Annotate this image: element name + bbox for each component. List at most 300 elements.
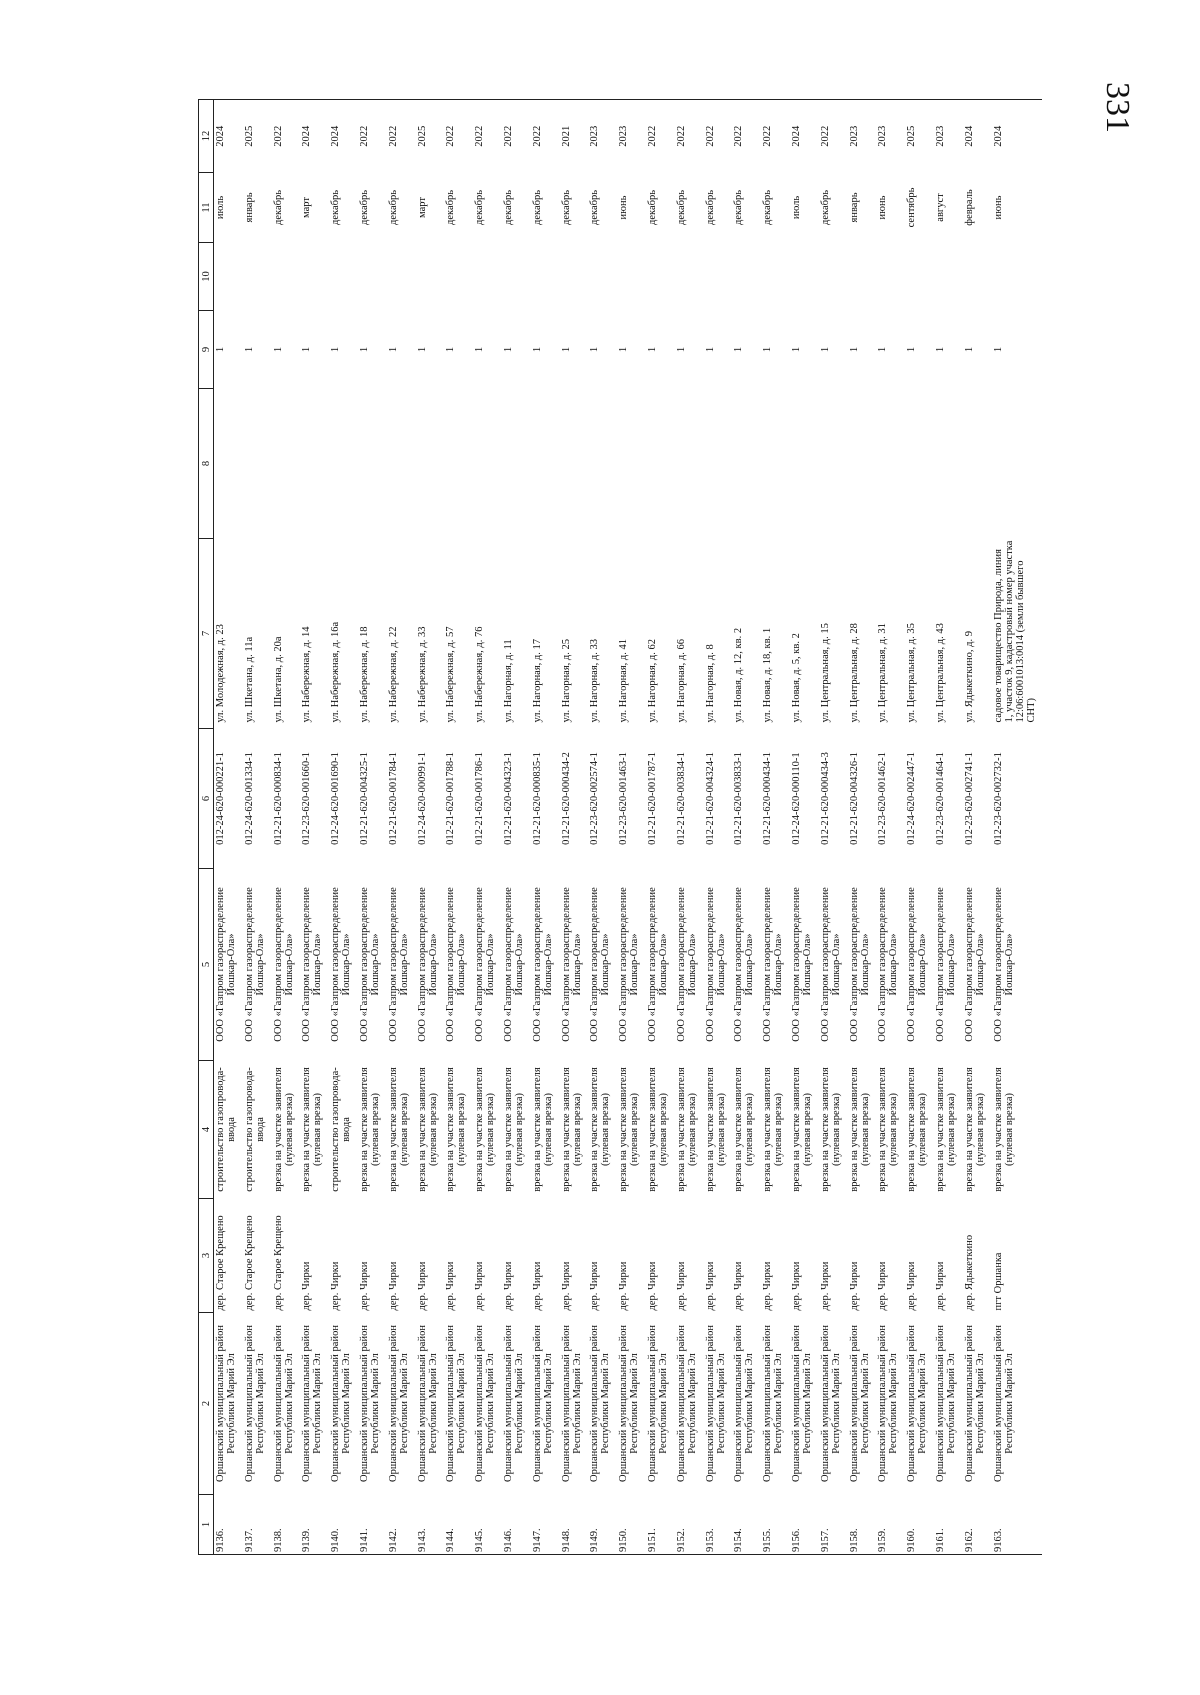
code-cell: 012-23-620-001463-1 bbox=[618, 752, 630, 845]
address-cell: ул. Набережная, д. 22 bbox=[387, 626, 399, 723]
row-number: 9138. bbox=[272, 1495, 301, 1555]
year-cell: 2024 bbox=[790, 100, 819, 173]
code-cell: 012-21-620-001787-1 bbox=[646, 752, 658, 845]
work-type-cell: врезка на участке заявителя (нулевая врезка) bbox=[387, 1067, 410, 1192]
row-number: 9163. bbox=[992, 1495, 1042, 1555]
col10-cell bbox=[473, 243, 502, 311]
col8-cell bbox=[934, 389, 963, 539]
year-cell: 2022 bbox=[531, 100, 560, 173]
month-cell: декабрь bbox=[819, 190, 831, 225]
quantity-cell: 1 bbox=[790, 346, 802, 353]
col-header-9: 9 bbox=[199, 311, 214, 389]
row-number: 9148. bbox=[560, 1495, 589, 1555]
table-row bbox=[704, 100, 733, 1555]
header-row bbox=[199, 100, 214, 1555]
year-cell: 2022 bbox=[675, 100, 704, 173]
code-cell: 012-21-620-000434-2 bbox=[560, 752, 572, 845]
row-number: 9151. bbox=[646, 1495, 675, 1555]
table-row bbox=[473, 100, 502, 1555]
work-type-cell: врезка на участке заявителя (нулевая врезка) bbox=[646, 1067, 669, 1192]
col10-cell bbox=[848, 243, 877, 311]
table-row bbox=[905, 100, 934, 1555]
organization-cell: ООО «Газпром газораспределение Йошкар-Ола» bbox=[387, 887, 410, 1042]
year-cell: 2023 bbox=[876, 100, 905, 173]
row-number: 9158. bbox=[848, 1495, 877, 1555]
row-number: 9156. bbox=[790, 1495, 819, 1555]
work-type-cell: врезка на участке заявителя (нулевая врезка) bbox=[445, 1067, 468, 1192]
code-cell: 012-24-620-000110-1 bbox=[790, 752, 802, 845]
district-cell: Оршанский муниципальный район Республики Марий Эл bbox=[215, 1325, 237, 1482]
table-row bbox=[387, 100, 416, 1555]
row-number: 9146. bbox=[502, 1495, 531, 1555]
organization-cell: ООО «Газпром газораспределение Йошкар-Ола» bbox=[963, 887, 986, 1042]
district-cell: Оршанский муниципальный район Республики Марий Эл bbox=[934, 1325, 957, 1482]
organization-cell: ООО «Газпром газораспределение Йошкар-Ола» bbox=[934, 887, 957, 1042]
col-header-6: 6 bbox=[199, 729, 214, 869]
code-cell: 012-21-620-003834-1 bbox=[675, 752, 687, 845]
district-cell: Оршанский муниципальный район Республики Марий Эл bbox=[906, 1325, 929, 1482]
row-number: 9155. bbox=[761, 1495, 790, 1555]
month-cell: март bbox=[301, 197, 313, 218]
row-number: 9143. bbox=[416, 1495, 445, 1555]
organization-cell: ООО «Газпром газораспределение Йошкар-Ола» bbox=[589, 887, 612, 1042]
quantity-cell: 1 bbox=[992, 346, 1004, 353]
address-cell: ул. Нагорная, д. 62 bbox=[646, 638, 658, 723]
col8-cell bbox=[502, 389, 531, 539]
address-cell: ул. Новая, д. 12, кв. 2 bbox=[733, 627, 745, 723]
year-cell: 2024 bbox=[992, 100, 1042, 173]
table-body bbox=[214, 100, 1042, 1555]
organization-cell: ООО «Газпром газораспределение Йошкар-Ола» bbox=[531, 887, 554, 1042]
col10-cell bbox=[502, 243, 531, 311]
organization-cell: ООО «Газпром газораспределение Йошкар-Ола» bbox=[675, 887, 698, 1042]
col10-cell bbox=[876, 243, 905, 311]
month-cell: август bbox=[934, 193, 946, 222]
code-cell: 012-21-620-004325-1 bbox=[358, 752, 370, 845]
row-number: 9159. bbox=[876, 1495, 905, 1555]
district-cell: Оршанский муниципальный район Республики Марий Эл bbox=[474, 1325, 497, 1482]
row-number: 9154. bbox=[732, 1495, 761, 1555]
col-header-3: 3 bbox=[199, 1199, 214, 1313]
organization-cell: ООО «Газпром газораспределение Йошкар-Ола» bbox=[445, 887, 468, 1042]
locality-cell: дер. Чирки bbox=[502, 1261, 514, 1311]
district-cell: Оршанский муниципальный район Республики Марий Эл bbox=[675, 1325, 698, 1482]
locality-cell: дер. Чирки bbox=[387, 1261, 399, 1311]
month-cell: февраль bbox=[963, 189, 975, 226]
locality-cell: дер. Чирки bbox=[589, 1261, 601, 1311]
work-type-cell: строительство газопровода-ввода bbox=[215, 1067, 237, 1192]
col10-cell bbox=[617, 243, 646, 311]
organization-cell: ООО «Газпром газораспределение Йошкар-Ола» bbox=[474, 887, 497, 1042]
col8-cell bbox=[329, 389, 358, 539]
col-header-8: 8 bbox=[199, 389, 214, 539]
col8-cell bbox=[646, 389, 675, 539]
year-cell: 2023 bbox=[588, 100, 617, 173]
organization-cell: ООО «Газпром газораспределение Йошкар-Ола» bbox=[733, 887, 756, 1042]
quantity-cell: 1 bbox=[963, 346, 975, 353]
col10-cell bbox=[588, 243, 617, 311]
quantity-cell: 1 bbox=[589, 346, 601, 353]
work-type-cell: врезка на участке заявителя (нулевая врезка) bbox=[502, 1067, 525, 1192]
quantity-cell: 1 bbox=[531, 346, 543, 353]
district-cell: Оршанский муниципальный район Республики Марий Эл bbox=[589, 1325, 612, 1482]
organization-cell: ООО «Газпром газораспределение Йошкар-Ола» bbox=[272, 887, 295, 1042]
year-cell: 2022 bbox=[732, 100, 761, 173]
quantity-cell: 1 bbox=[733, 346, 745, 353]
col10-cell bbox=[243, 243, 272, 311]
col8-cell bbox=[588, 389, 617, 539]
work-type-cell: строительство газопровода-ввода bbox=[243, 1067, 266, 1192]
organization-cell: ООО «Газпром газораспределение Йошкар-Ола» bbox=[906, 887, 929, 1042]
col8-cell bbox=[531, 389, 560, 539]
address-cell: ул. Молодежная, д. 23 bbox=[215, 624, 226, 723]
locality-cell: дер. Чирки bbox=[762, 1261, 774, 1311]
table-row bbox=[444, 100, 473, 1555]
locality-cell: дер. Чирки bbox=[675, 1261, 687, 1311]
organization-cell: ООО «Газпром газораспределение Йошкар-Ола» bbox=[877, 887, 900, 1042]
col8-cell bbox=[617, 389, 646, 539]
quantity-cell: 1 bbox=[934, 346, 946, 353]
organization-cell: ООО «Газпром газораспределение Йошкар-Ола» bbox=[992, 887, 1015, 1042]
work-type-cell: врезка на участке заявителя (нулевая врезка) bbox=[963, 1067, 986, 1192]
locality-cell: дер. Чирки bbox=[906, 1261, 918, 1311]
table-row bbox=[358, 100, 387, 1555]
work-type-cell: врезка на участке заявителя (нулевая врезка) bbox=[358, 1067, 381, 1192]
work-type-cell: врезка на участке заявителя (нулевая врезка) bbox=[272, 1067, 295, 1192]
col-header-5: 5 bbox=[199, 869, 214, 1061]
locality-cell: дер. Чирки bbox=[790, 1261, 802, 1311]
quantity-cell: 1 bbox=[272, 346, 284, 353]
col8-cell bbox=[675, 389, 704, 539]
row-number: 9152. bbox=[675, 1495, 704, 1555]
organization-cell: ООО «Газпром газораспределение Йошкар-Ола» bbox=[301, 887, 324, 1042]
table-row bbox=[963, 100, 992, 1555]
year-cell: 2022 bbox=[358, 100, 387, 173]
table-row bbox=[214, 100, 243, 1555]
district-cell: Оршанский муниципальный район Республики Марий Эл bbox=[445, 1325, 468, 1482]
district-cell: Оршанский муниципальный район Республики Марий Эл bbox=[618, 1325, 641, 1482]
col10-cell bbox=[819, 243, 848, 311]
col10-cell bbox=[761, 243, 790, 311]
address-cell: ул. Набережная, д. 33 bbox=[416, 626, 428, 723]
code-cell: 012-24-620-001334-1 bbox=[243, 752, 255, 845]
month-cell: декабрь bbox=[704, 190, 716, 225]
col8-cell bbox=[848, 389, 877, 539]
month-cell: июль bbox=[215, 195, 226, 220]
table-row bbox=[675, 100, 704, 1555]
code-cell: 012-21-620-000834-1 bbox=[272, 752, 284, 845]
work-type-cell: врезка на участке заявителя (нулевая врезка) bbox=[531, 1067, 554, 1192]
month-cell: декабрь bbox=[531, 190, 543, 225]
district-cell: Оршанский муниципальный район Республики Марий Эл bbox=[301, 1325, 324, 1482]
organization-cell: ООО «Газпром газораспределение Йошкар-Ола» bbox=[762, 887, 785, 1042]
row-number: 9150. bbox=[617, 1495, 646, 1555]
work-type-cell: врезка на участке заявителя (нулевая врезка) bbox=[474, 1067, 497, 1192]
locality-cell: дер. Чирки bbox=[704, 1261, 716, 1311]
address-cell: ул. Центральная, д. 28 bbox=[848, 623, 860, 723]
row-number: 9161. bbox=[934, 1495, 963, 1555]
organization-cell: ООО «Газпром газораспределение Йошкар-Ола» bbox=[819, 887, 842, 1042]
organization-cell: ООО «Газпром газораспределение Йошкар-Ола» bbox=[704, 887, 727, 1042]
quantity-cell: 1 bbox=[618, 346, 630, 353]
quantity-cell: 1 bbox=[301, 346, 313, 353]
row-number: 9136. bbox=[214, 1495, 243, 1555]
month-cell: декабрь bbox=[387, 190, 399, 225]
quantity-cell: 1 bbox=[675, 346, 687, 353]
organization-cell: ООО «Газпром газораспределение Йошкар-Ола» bbox=[560, 887, 583, 1042]
organization-cell: ООО «Газпром газораспределение Йошкар-Ола» bbox=[646, 887, 669, 1042]
quantity-cell: 1 bbox=[704, 346, 716, 353]
row-number: 9137. bbox=[243, 1495, 272, 1555]
row-number: 9157. bbox=[819, 1495, 848, 1555]
month-cell: январь bbox=[243, 192, 255, 223]
locality-cell: дер. Чирки bbox=[733, 1261, 745, 1311]
code-cell: 012-21-620-000434-1 bbox=[762, 752, 774, 845]
registry-table bbox=[198, 99, 1042, 1555]
work-type-cell: врезка на участке заявителя (нулевая врезка) bbox=[704, 1067, 727, 1192]
district-cell: Оршанский муниципальный район Республики Марий Эл bbox=[790, 1325, 813, 1482]
col8-cell bbox=[300, 389, 329, 539]
col-header-2: 2 bbox=[199, 1313, 214, 1495]
col8-cell bbox=[416, 389, 445, 539]
table-row bbox=[617, 100, 646, 1555]
work-type-cell: врезка на участке заявителя (нулевая врезка) bbox=[790, 1067, 813, 1192]
district-cell: Оршанский муниципальный район Республики Марий Эл bbox=[358, 1325, 381, 1482]
col8-cell bbox=[358, 389, 387, 539]
work-type-cell: врезка на участке заявителя (нулевая врезка) bbox=[877, 1067, 900, 1192]
code-cell: 012-24-620-001690-1 bbox=[330, 752, 342, 845]
table-row bbox=[243, 100, 272, 1555]
quantity-cell: 1 bbox=[243, 346, 255, 353]
table-row bbox=[819, 100, 848, 1555]
year-cell: 2025 bbox=[905, 100, 934, 173]
address-cell: ул. Шкетана, д. 20а bbox=[272, 636, 284, 723]
year-cell: 2022 bbox=[761, 100, 790, 173]
year-cell: 2022 bbox=[272, 100, 301, 173]
locality-cell: дер. Чирки bbox=[358, 1261, 370, 1311]
rotated-table-wrapper bbox=[198, 100, 1037, 1555]
table-row bbox=[934, 100, 963, 1555]
year-cell: 2023 bbox=[848, 100, 877, 173]
district-cell: Оршанский муниципальный район Республики Марий Эл bbox=[272, 1325, 295, 1482]
address-cell: ул. Центральная, д. 15 bbox=[819, 623, 831, 723]
work-type-cell: строительство газопровода-ввода bbox=[330, 1067, 353, 1192]
month-cell: декабрь bbox=[445, 190, 457, 225]
locality-cell: дер. Чирки bbox=[848, 1261, 860, 1311]
address-cell: ул. Набережная, д. 18 bbox=[358, 626, 370, 723]
col-header-1: 1 bbox=[199, 1495, 214, 1555]
work-type-cell: врезка на участке заявителя (нулевая врезка) bbox=[618, 1067, 641, 1192]
code-cell: 012-23-620-001660-1 bbox=[301, 752, 313, 845]
address-cell: ул. Набережная, д. 16а bbox=[330, 621, 342, 723]
locality-cell: дер. Чирки bbox=[618, 1261, 630, 1311]
code-cell: 012-21-620-003833-1 bbox=[733, 752, 745, 845]
code-cell: 012-23-620-002741-1 bbox=[963, 752, 975, 845]
organization-cell: ООО «Газпром газораспределение Йошкар-Ола» bbox=[358, 887, 381, 1042]
col8-cell bbox=[732, 389, 761, 539]
locality-cell: дер. Чирки bbox=[819, 1261, 831, 1311]
month-cell: декабрь bbox=[272, 190, 284, 225]
organization-cell: ООО «Газпром газораспределение Йошкар-Ола» bbox=[416, 887, 439, 1042]
code-cell: 012-21-620-001786-1 bbox=[474, 752, 486, 845]
address-cell: ул. Нагорная, д. 11 bbox=[502, 639, 514, 723]
locality-cell: дер. Старое Крещено bbox=[243, 1215, 255, 1311]
code-cell: 012-21-620-004326-1 bbox=[848, 752, 860, 845]
col8-cell bbox=[992, 389, 1042, 539]
month-cell: декабрь bbox=[502, 190, 514, 225]
year-cell: 2024 bbox=[329, 100, 358, 173]
address-cell: ул. Нагорная, д. 66 bbox=[675, 638, 687, 723]
code-cell: 012-21-620-004324-1 bbox=[704, 752, 716, 845]
col10-cell bbox=[934, 243, 963, 311]
row-number: 9162. bbox=[963, 1495, 992, 1555]
locality-cell: дер. Чирки bbox=[646, 1261, 658, 1311]
work-type-cell: врезка на участке заявителя (нулевая врезка) bbox=[762, 1067, 785, 1192]
address-cell: ул. Центральная, д. 35 bbox=[906, 623, 918, 723]
district-cell: Оршанский муниципальный район Республики Марий Эл bbox=[243, 1325, 266, 1482]
address-cell: ул. Центральная, д. 43 bbox=[934, 623, 946, 723]
work-type-cell: врезка на участке заявителя (нулевая врезка) bbox=[560, 1067, 583, 1192]
work-type-cell: врезка на участке заявителя (нулевая врезка) bbox=[733, 1067, 756, 1192]
table-row bbox=[502, 100, 531, 1555]
locality-cell: дер. Чирки bbox=[445, 1261, 457, 1311]
col-header-11: 11 bbox=[199, 173, 214, 243]
col10-cell bbox=[329, 243, 358, 311]
year-cell: 2023 bbox=[617, 100, 646, 173]
organization-cell: ООО «Газпром газораспределение Йошкар-Ола» bbox=[502, 887, 525, 1042]
col10-cell bbox=[675, 243, 704, 311]
year-cell: 2022 bbox=[387, 100, 416, 173]
table-row bbox=[329, 100, 358, 1555]
locality-cell: дер. Чирки bbox=[934, 1261, 946, 1311]
col8-cell bbox=[876, 389, 905, 539]
district-cell: Оршанский муниципальный район Республики Марий Эл bbox=[646, 1325, 669, 1482]
year-cell: 2022 bbox=[502, 100, 531, 173]
col8-cell bbox=[761, 389, 790, 539]
year-cell: 2022 bbox=[704, 100, 733, 173]
col10-cell bbox=[704, 243, 733, 311]
work-type-cell: врезка на участке заявителя (нулевая врезка) bbox=[819, 1067, 842, 1192]
locality-cell: дер. Чирки bbox=[474, 1261, 486, 1311]
work-type-cell: врезка на участке заявителя (нулевая врезка) bbox=[589, 1067, 612, 1192]
row-number: 9153. bbox=[704, 1495, 733, 1555]
month-cell: декабрь bbox=[646, 190, 658, 225]
locality-cell: дер. Чирки bbox=[877, 1261, 889, 1311]
col-header-10: 10 bbox=[199, 243, 214, 311]
address-cell: ул. Нагорная, д. 8 bbox=[704, 644, 716, 723]
quantity-cell: 1 bbox=[906, 346, 918, 353]
quantity-cell: 1 bbox=[215, 346, 226, 353]
table-row bbox=[588, 100, 617, 1555]
locality-cell: дер. Чирки bbox=[330, 1261, 342, 1311]
month-cell: декабрь bbox=[762, 190, 774, 225]
work-type-cell: врезка на участке заявителя (нулевая врезка) bbox=[848, 1067, 871, 1192]
locality-cell: дер. Чирки bbox=[416, 1261, 428, 1311]
district-cell: Оршанский муниципальный район Республики Марий Эл bbox=[387, 1325, 410, 1482]
col-header-7: 7 bbox=[199, 539, 214, 729]
year-cell: 2022 bbox=[473, 100, 502, 173]
organization-cell: ООО «Газпром газораспределение Йошкар-Ола» bbox=[618, 887, 641, 1042]
code-cell: 012-24-620-002447-1 bbox=[906, 752, 918, 845]
district-cell: Оршанский муниципальный район Республики Марий Эл bbox=[992, 1325, 1015, 1482]
address-cell: ул. Нагорная, д. 25 bbox=[560, 638, 572, 723]
col10-cell bbox=[992, 243, 1042, 311]
table-row bbox=[646, 100, 675, 1555]
row-number: 9142. bbox=[387, 1495, 416, 1555]
address-cell: ул. Новая, д. 5, кв. 2 bbox=[790, 633, 802, 723]
organization-cell: ООО «Газпром газораспределение Йошкар-Ола» bbox=[848, 887, 871, 1042]
quantity-cell: 1 bbox=[762, 346, 774, 353]
month-cell: декабрь bbox=[733, 190, 745, 225]
table-row bbox=[876, 100, 905, 1555]
quantity-cell: 1 bbox=[560, 346, 572, 353]
month-cell: декабрь bbox=[358, 190, 370, 225]
address-cell: ул. Набережная, д. 14 bbox=[301, 626, 313, 723]
code-cell: 012-23-620-001464-1 bbox=[934, 752, 946, 845]
quantity-cell: 1 bbox=[502, 346, 514, 353]
year-cell: 2022 bbox=[819, 100, 848, 173]
code-cell: 012-21-620-000434-3 bbox=[819, 752, 831, 845]
year-cell: 2025 bbox=[416, 100, 445, 173]
quantity-cell: 1 bbox=[819, 346, 831, 353]
district-cell: Оршанский муниципальный район Республики Марий Эл bbox=[877, 1325, 900, 1482]
address-cell: ул. Набережная, д. 76 bbox=[474, 626, 486, 723]
table-row bbox=[560, 100, 589, 1555]
address-cell: садовое товарищество Природа, линия 1, участок 9, кадастровый номер участка 12:06:6001013:0014 (земли бывшего СНТ) bbox=[992, 540, 1037, 723]
table-row bbox=[732, 100, 761, 1555]
quantity-cell: 1 bbox=[474, 346, 486, 353]
quantity-cell: 1 bbox=[646, 346, 658, 353]
col8-cell bbox=[963, 389, 992, 539]
table-row bbox=[992, 100, 1042, 1555]
quantity-cell: 1 bbox=[387, 346, 399, 353]
district-cell: Оршанский муниципальный район Республики Марий Эл bbox=[733, 1325, 756, 1482]
address-cell: ул. Новая, д. 18, кв. 1 bbox=[762, 627, 774, 723]
row-number: 9141. bbox=[358, 1495, 387, 1555]
month-cell: март bbox=[416, 197, 428, 218]
row-number: 9144. bbox=[444, 1495, 473, 1555]
code-cell: 012-23-620-001462-1 bbox=[877, 752, 889, 845]
col8-cell bbox=[905, 389, 934, 539]
table-row bbox=[531, 100, 560, 1555]
address-cell: ул. Нагорная, д. 41 bbox=[618, 638, 630, 723]
year-cell: 2022 bbox=[646, 100, 675, 173]
address-cell: ул. Нагорная, д. 33 bbox=[589, 638, 601, 723]
col10-cell bbox=[560, 243, 589, 311]
col10-cell bbox=[358, 243, 387, 311]
col-header-4: 4 bbox=[199, 1061, 214, 1199]
district-cell: Оршанский муниципальный район Республики Марий Эл bbox=[502, 1325, 525, 1482]
work-type-cell: врезка на участке заявителя (нулевая врезка) bbox=[992, 1067, 1015, 1192]
month-cell: декабрь bbox=[589, 190, 601, 225]
col10-cell bbox=[387, 243, 416, 311]
year-cell: 2024 bbox=[963, 100, 992, 173]
locality-cell: дер. Старое Крещено bbox=[272, 1215, 284, 1311]
col8-cell bbox=[387, 389, 416, 539]
district-cell: Оршанский муниципальный район Республики Марий Эл bbox=[560, 1325, 583, 1482]
table-row bbox=[761, 100, 790, 1555]
year-cell: 2024 bbox=[300, 100, 329, 173]
row-number: 9160. bbox=[905, 1495, 934, 1555]
col10-cell bbox=[963, 243, 992, 311]
quantity-cell: 1 bbox=[416, 346, 428, 353]
col8-cell bbox=[473, 389, 502, 539]
quantity-cell: 1 bbox=[445, 346, 457, 353]
table-row bbox=[416, 100, 445, 1555]
locality-cell: дер. Старое Крещено bbox=[215, 1215, 226, 1311]
month-cell: июнь bbox=[877, 195, 889, 220]
work-type-cell: врезка на участке заявителя (нулевая врезка) bbox=[934, 1067, 957, 1192]
